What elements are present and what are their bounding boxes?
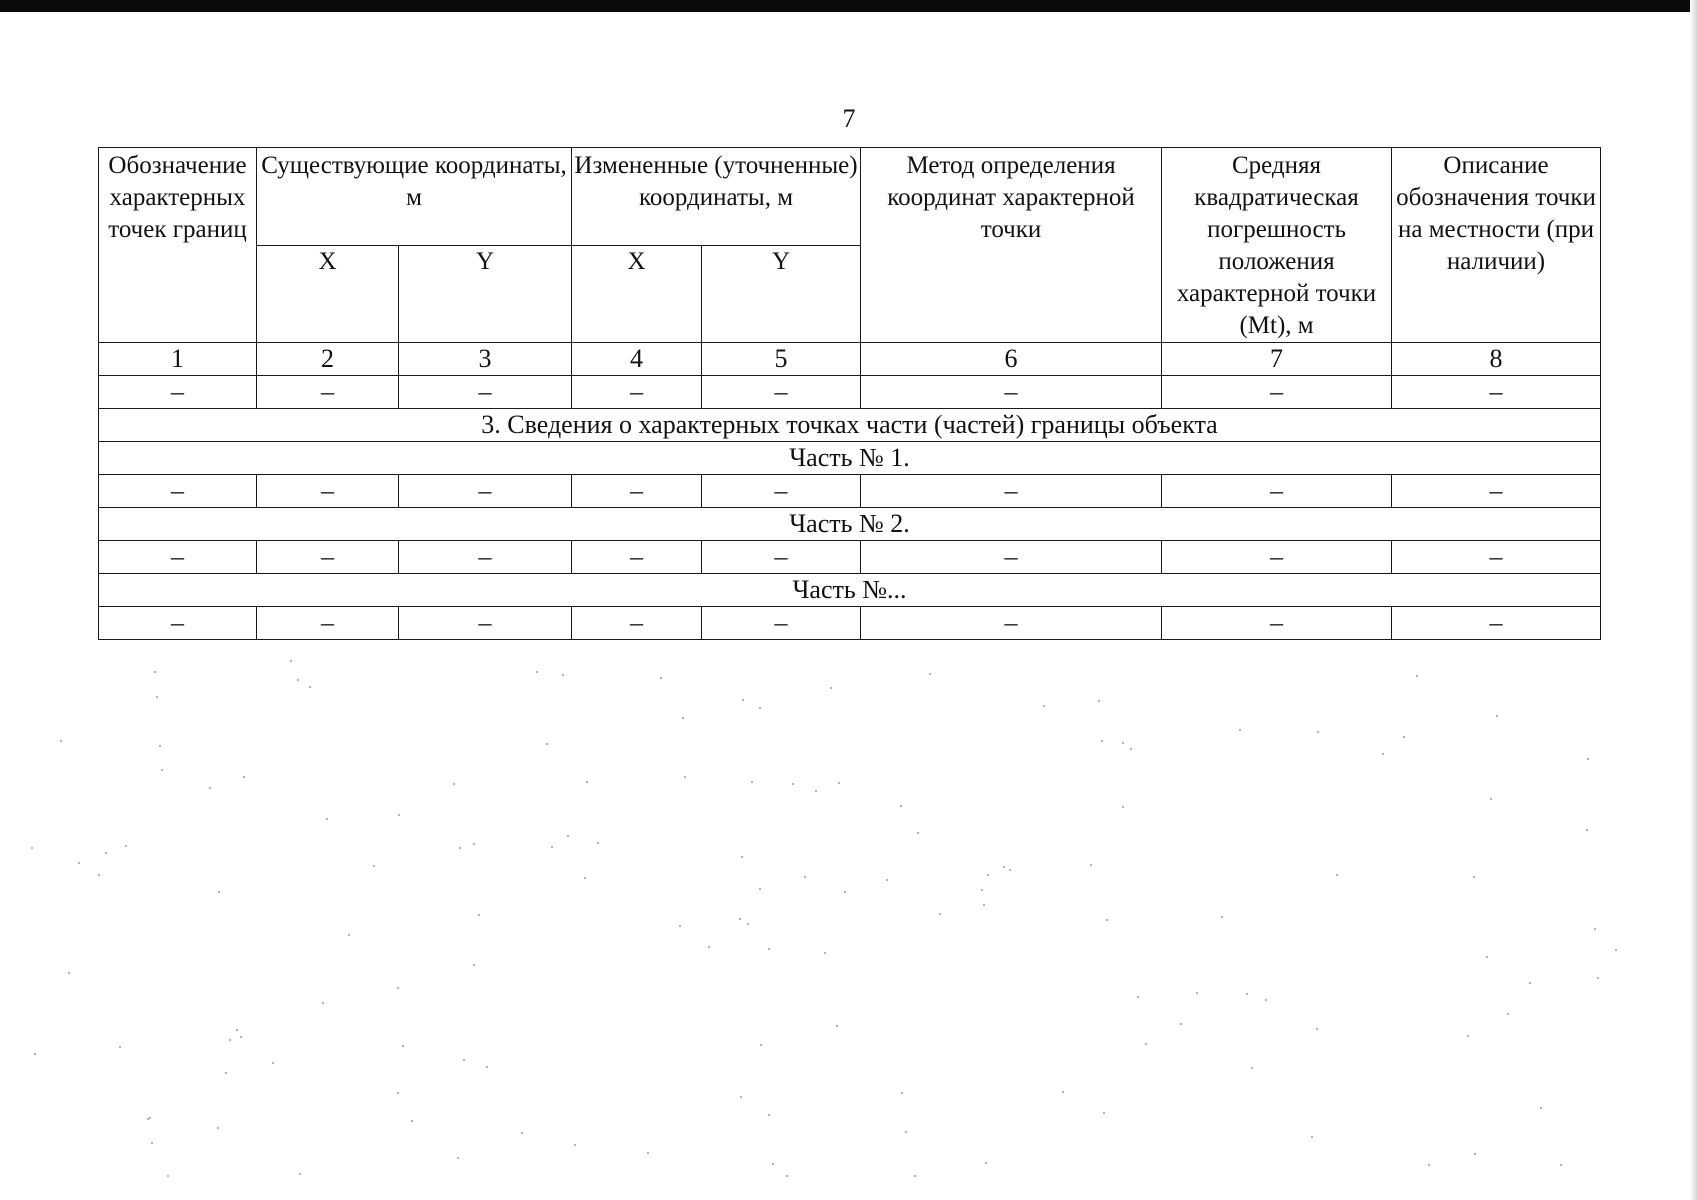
scan-speck [551,846,553,848]
dash-cell: – [1392,541,1601,574]
table-row [99,475,1601,508]
header-existing-x: X [257,245,399,343]
scan-speck [741,856,743,858]
scan-speck [34,1053,36,1055]
scan-speck [742,699,744,701]
scan-speck [660,677,662,679]
scan-speck [1043,705,1045,707]
scan-speck [1101,740,1103,742]
scan-speck [398,814,400,816]
dash-cell: – [99,376,257,409]
scan-speck [836,1025,838,1027]
scan-speck [1122,806,1124,808]
scan-speck [236,1029,238,1031]
scan-speck [1122,742,1124,744]
scan-speck [151,1142,153,1144]
scan-speck [31,847,33,849]
scan-speck [815,790,817,792]
scan-speck [105,852,107,854]
scan-speck [1615,949,1617,951]
scan-speck [985,1162,987,1164]
scan-speck [772,1163,774,1165]
scan-speck [1221,916,1223,918]
scan-speck [679,925,681,927]
scan-speck [1507,1013,1509,1015]
dash-cell: – [572,475,702,508]
dash-cell: – [1162,541,1392,574]
scan-speck [747,923,749,925]
scan-speck [768,1114,770,1116]
dash-cell: – [861,607,1162,640]
dash-cell: – [1392,607,1601,640]
scan-speck [473,843,475,845]
scan-speck [1403,736,1405,738]
scan-speck [486,1066,488,1068]
scan-speck [1316,1028,1318,1030]
scan-speck [838,782,840,784]
scan-speck [453,783,455,785]
scan-speck [886,879,888,881]
scan-speck [1416,675,1418,677]
header-mean-square-error: Средняя квадратическая погрешность положения характерной точки (Mt), м [1162,148,1392,343]
scan-speck [1336,874,1338,876]
scan-speck [1473,876,1475,878]
scan-speck [299,1173,301,1175]
column-number: 6 [861,343,1162,376]
dash-cell: – [257,376,399,409]
scan-speck [217,1127,219,1129]
header-existing-y: Y [399,245,572,343]
scan-speck [751,781,753,783]
dash-cell: – [861,541,1162,574]
scan-speck [983,904,985,906]
scan-speck [684,776,686,778]
scan-speck [229,1039,231,1041]
scan-speck [844,891,846,893]
dash-cell: – [399,607,572,640]
scan-speck [60,740,62,742]
part-label: Часть № 1. [99,442,1601,475]
scan-speck [1239,729,1241,731]
scan-speck [1540,1107,1542,1109]
scan-speck [1529,982,1531,984]
scan-speck [901,1092,903,1094]
scan-speck [156,696,158,698]
header-changed-coordinates: Измененные (уточненные) координаты, м [572,148,861,246]
dash-cell: – [257,607,399,640]
dash-cell: – [399,475,572,508]
scan-speck [939,913,941,915]
scan-speck [161,769,163,771]
dash-cell: – [1392,376,1601,409]
scan-speck [987,874,989,876]
scan-speck [159,745,161,747]
scan-speck [1130,748,1132,750]
scan-speck [68,972,70,974]
scan-speck [1106,919,1108,921]
header-existing-coordinates: Существующие координаты, м [257,148,572,246]
scan-speck [900,805,902,807]
header-method: Метод определения координат характерной точки [861,148,1162,343]
scan-speck [1090,864,1092,866]
scan-speck [309,686,311,688]
scan-speck [804,876,806,878]
scan-speck [218,891,220,893]
dash-cell: – [702,376,861,409]
part-row [99,574,1601,607]
dash-cell: – [1162,376,1392,409]
scan-speck [397,987,399,989]
scan-speck [1597,977,1599,979]
dash-cell: – [1162,607,1392,640]
part-row [99,508,1601,541]
header-changed-x: X [572,245,702,343]
dash-cell: – [399,541,572,574]
scan-speck [1587,758,1589,760]
scan-speck [1474,1153,1476,1155]
dash-cell: – [572,607,702,640]
dash-cell: – [1392,475,1601,508]
scan-speck [125,845,127,847]
dash-cell: – [257,475,399,508]
scan-speck [824,952,826,954]
scan-speck [708,946,710,948]
scan-speck [905,1131,907,1133]
scan-speck [290,660,292,662]
dash-cell: – [572,541,702,574]
scan-speck [147,1118,149,1120]
header-row-main [99,148,1601,246]
scan-speck [411,1120,413,1122]
scan-speck [149,1117,151,1119]
scan-speck [1486,956,1488,958]
scan-speck [225,1072,227,1074]
scan-speck [78,862,80,864]
coordinates-table [98,147,1601,640]
scan-speck [272,1062,274,1064]
scan-speck [1265,999,1267,1001]
part-label: Часть №... [99,574,1601,607]
column-number: 8 [1392,343,1601,376]
scan-speck [586,781,588,783]
scan-speck [759,707,761,709]
scan-speck [1311,1136,1313,1138]
dash-cell: – [99,475,257,508]
scan-speck [760,1044,762,1046]
section-title: 3. Сведения о характерных точках части (частей) границы объекта [99,409,1601,442]
scan-speck [397,1092,399,1094]
header-point-description: Описание обозначения точки на местности (при наличии) [1392,148,1601,343]
scan-speck [1009,869,1011,871]
dash-cell: – [99,607,257,640]
scan-speck [914,1175,916,1177]
scan-speck [1180,1023,1182,1025]
right-scan-border [1690,0,1698,1200]
column-number: 4 [572,343,702,376]
scan-speck [574,1144,576,1146]
scan-speck [98,874,100,876]
scan-speck [830,687,832,689]
dash-cell: – [861,376,1162,409]
dash-cell: – [861,475,1162,508]
scan-speck [348,934,350,936]
scan-speck [1382,753,1384,755]
scan-speck [459,847,461,849]
scan-speck [326,818,328,820]
scan-speck [1560,1164,1562,1166]
scan-speck [1594,928,1596,930]
table-row [99,376,1601,409]
scan-speck [1062,1091,1064,1093]
scan-speck [1103,1112,1105,1114]
column-number: 3 [399,343,572,376]
scan-speck [1586,829,1588,831]
column-number-row [99,343,1601,376]
header-point-designation: Обозначение характерных точек границ [99,148,257,343]
scan-speck [209,787,211,789]
scan-speck [562,674,564,676]
dash-cell: – [99,541,257,574]
dash-cell: – [572,376,702,409]
part-row [99,442,1601,475]
scan-speck [1496,715,1498,717]
scan-speck [682,717,684,719]
page-number: 7 [842,104,856,133]
scan-speck [478,914,480,916]
scan-speck [759,888,761,890]
scan-speck [1467,1035,1469,1037]
scan-speck [1246,993,1248,995]
dash-cell: – [257,541,399,574]
dash-cell: – [702,541,861,574]
scan-speck [740,1096,742,1098]
scan-speck [521,1132,523,1134]
scan-speck [1196,992,1198,994]
scan-speck [322,1002,324,1004]
scan-speck [473,964,475,966]
scan-speck [240,1036,242,1038]
scan-speck [243,776,245,778]
dash-cell: – [1162,475,1392,508]
scan-speck [1428,1164,1430,1166]
scan-speck [647,1152,649,1154]
column-number: 2 [257,343,399,376]
scan-speck [1098,700,1100,702]
scan-speck [981,889,983,891]
scan-speck [546,743,548,745]
column-number: 7 [1162,343,1392,376]
scan-speck [1137,996,1139,998]
scan-speck [567,835,569,837]
column-number: 1 [99,343,257,376]
scan-speck [786,1175,788,1177]
scan-speck [457,1157,459,1159]
scan-speck [1251,1067,1253,1069]
column-number: 5 [702,343,861,376]
scan-speck [536,671,538,673]
section-row [99,409,1601,442]
scan-speck [1490,798,1492,800]
table-row [99,607,1601,640]
scan-speck [929,673,931,675]
scan-speck [584,877,586,879]
scan-speck [402,1045,404,1047]
table-row [99,541,1601,574]
scan-speck [167,1175,169,1177]
part-label: Часть № 2. [99,508,1601,541]
scan-speck [297,679,299,681]
dash-cell: – [702,607,861,640]
scan-speck [792,783,794,785]
dash-cell: – [702,475,861,508]
scan-speck [463,1059,465,1061]
scan-speck [739,918,741,920]
scan-speck [597,842,599,844]
scan-speck [154,671,156,673]
scan-speck [119,1046,121,1048]
dash-cell: – [399,376,572,409]
top-scan-border [0,0,1698,12]
scan-speck [1145,1043,1147,1045]
scan-speck [1003,866,1005,868]
scan-speck [1317,731,1319,733]
header-changed-y: Y [702,245,861,343]
scan-speck [768,948,770,950]
scan-speck [373,865,375,867]
scan-speck [917,832,919,834]
